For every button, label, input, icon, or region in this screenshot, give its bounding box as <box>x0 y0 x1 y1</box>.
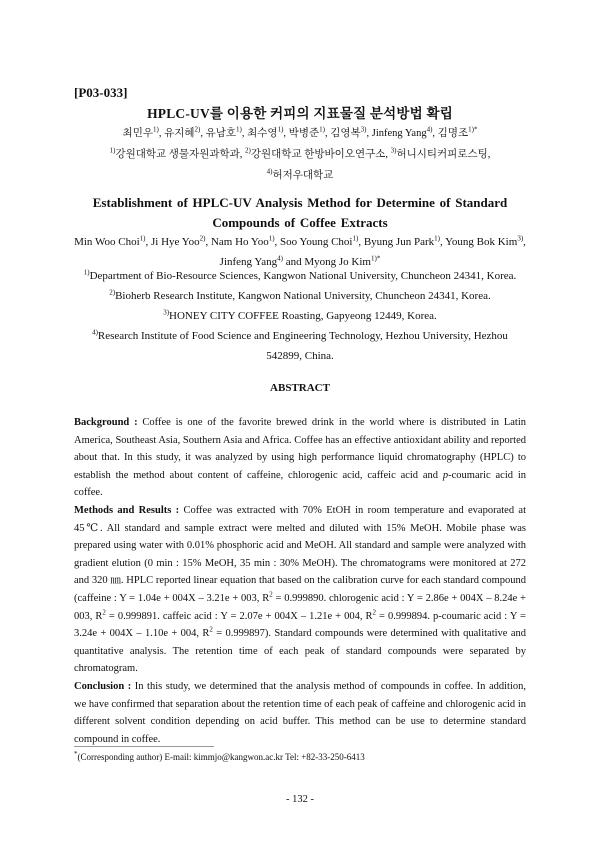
conclusion-paragraph: Conclusion : In this study, we determined that the analysis method of compounds in coffee. In addition, we have confirmed that separation about the retention time of each peak of caffeine and chlorogenic acid in different solvent condition depending on acid buffer. This method can be use to determine standard compound in coffee. <box>74 680 526 745</box>
kr-author: 김명조$^{1)*}$ <box>437 125 478 139</box>
affiliation-4: $^{4)}$Research Institute of Food Science and Engineering Technology, Hezhou University, Hezhou 542899, China. <box>92 328 508 362</box>
footnote-divider <box>74 746 214 747</box>
kr-author: 최민우$^{1)}$ <box>122 125 159 139</box>
kr-author: 유남호$^{1)}$ <box>205 125 242 139</box>
english-title: Establishment of HPLC-UV Analysis Method for Determine of Standard Compounds of Coffee Extracts <box>92 195 508 230</box>
korean-authors: 최민우$^{1)}$, 유지혜$^{2)}$, 유남호$^{1)}$, 최수영$^{1)}$, 박병준$^{1)}$, 김영복$^{3)}$, Jinfeng Yang$^{4)}$, 김명조$^{1)*}$ <box>122 125 478 139</box>
korean-affiliations: $^{1)}$강원대학교 생물자원과학과, $^{2)}$강원대학교 한방바이오연구소, $^{3)}$허니시티커피로스팅, $^{4)}$허저우대학교 <box>109 146 491 181</box>
affiliation-2: $^{2)}$Bioherb Research Institute, Kangwon National University, Chuncheon 24341, Korea. <box>109 288 491 302</box>
kr-author: 박병준$^{1)}$ <box>288 125 325 139</box>
korean-title: HPLC-UV를 이용한 커피의 지표물질 분석방법 확립 <box>147 106 453 121</box>
page-number: - 132 - <box>286 794 314 805</box>
kr-author: 최수영$^{1)}$ <box>247 125 284 139</box>
affiliation-1: $^{1)}$Department of Bio-Resource Sciences, Kangwon National University, Chuncheon 24341, Korea. <box>83 268 517 282</box>
background-paragraph: Background : Coffee is one of the favorite brewed drink in the world where is distributed in Latin America, Southeast Asia, Southern Asia and Africa. Coffee has an effective antioxidant ability and reported about that. In this study, it was analyzed by using high performance liquid chromatography (HPLC) to establish the method about content of caffeine, chlorogenic acid, caffeic acid and p-coumaric acid in coffee. <box>74 417 526 499</box>
abstract-heading: ABSTRACT <box>270 382 330 394</box>
corresponding-author-footnote: *(Corresponding author) E-mail: kimmjo@kangwon.ac.kr Tel: +82-33-250-6413 <box>74 750 365 762</box>
methods-paragraph: Methods and Results : Coffee was extracted with 70% EtOH in room temperature and evaporated at 45℃. All standard and sample extract were melted and diluted with 15% MeOH. Mobile phase was prepared using water with 0.01% phosphoric acid and MeOH. All standard and sample were analyzed with gradient elution (0 min : 15% MeOH, 35 min : 30% MeOH). The chromatograms were monitored at 272 and 320 ㎚. HPLC reported linear equation that based on the calibration curve for each standard compound (caffeine : Y = 1.04e + 004X – 3.21e + 003, $R^2 = 0.999890$. chlorogenic acid : Y = 2.86e + 004X – 8.24e + 003, $R^2 = 0.999891$. caffeic acid : Y = 2.07e + 004X – 1.21e + 004, $R^2 = 0.999894$. p-coumaric acid : Y = 3.24e + 004X – 1.10e + 004, $R^2 = 0.999897$). Standard compounds were determined with qualitative and quantitative analysis. The retention time of each peak of standard compounds were separated by chromatogram. <box>74 504 526 675</box>
abstract-code: [P03-033] <box>74 85 128 100</box>
abstract-body <box>74 414 526 748</box>
kr-author: 김영복$^{3)}$ <box>330 125 367 139</box>
english-affiliations <box>74 266 526 366</box>
english-authors: Min Woo Choi$^{1)}$, Ji Hye Yoo$^{2)}$, Nam Ho Yoo$^{1)}$, Soo Young Choi$^{1)}$, Byung Jun Park$^{1)}$, Young Bok Kim$^{3)}$, Jinfeng Yang$^{4)}$ and Myong Jo Kim$^{1)*}$ <box>74 234 526 268</box>
affiliation-3: $^{3)}$HONEY CITY COFFEE Roasting, Gapyeong 12449, Korea. <box>163 308 437 322</box>
kr-author: 유지혜$^{2)}$ <box>164 125 201 139</box>
kr-author: Jinfeng Yang$^{4)}$ <box>371 125 433 139</box>
